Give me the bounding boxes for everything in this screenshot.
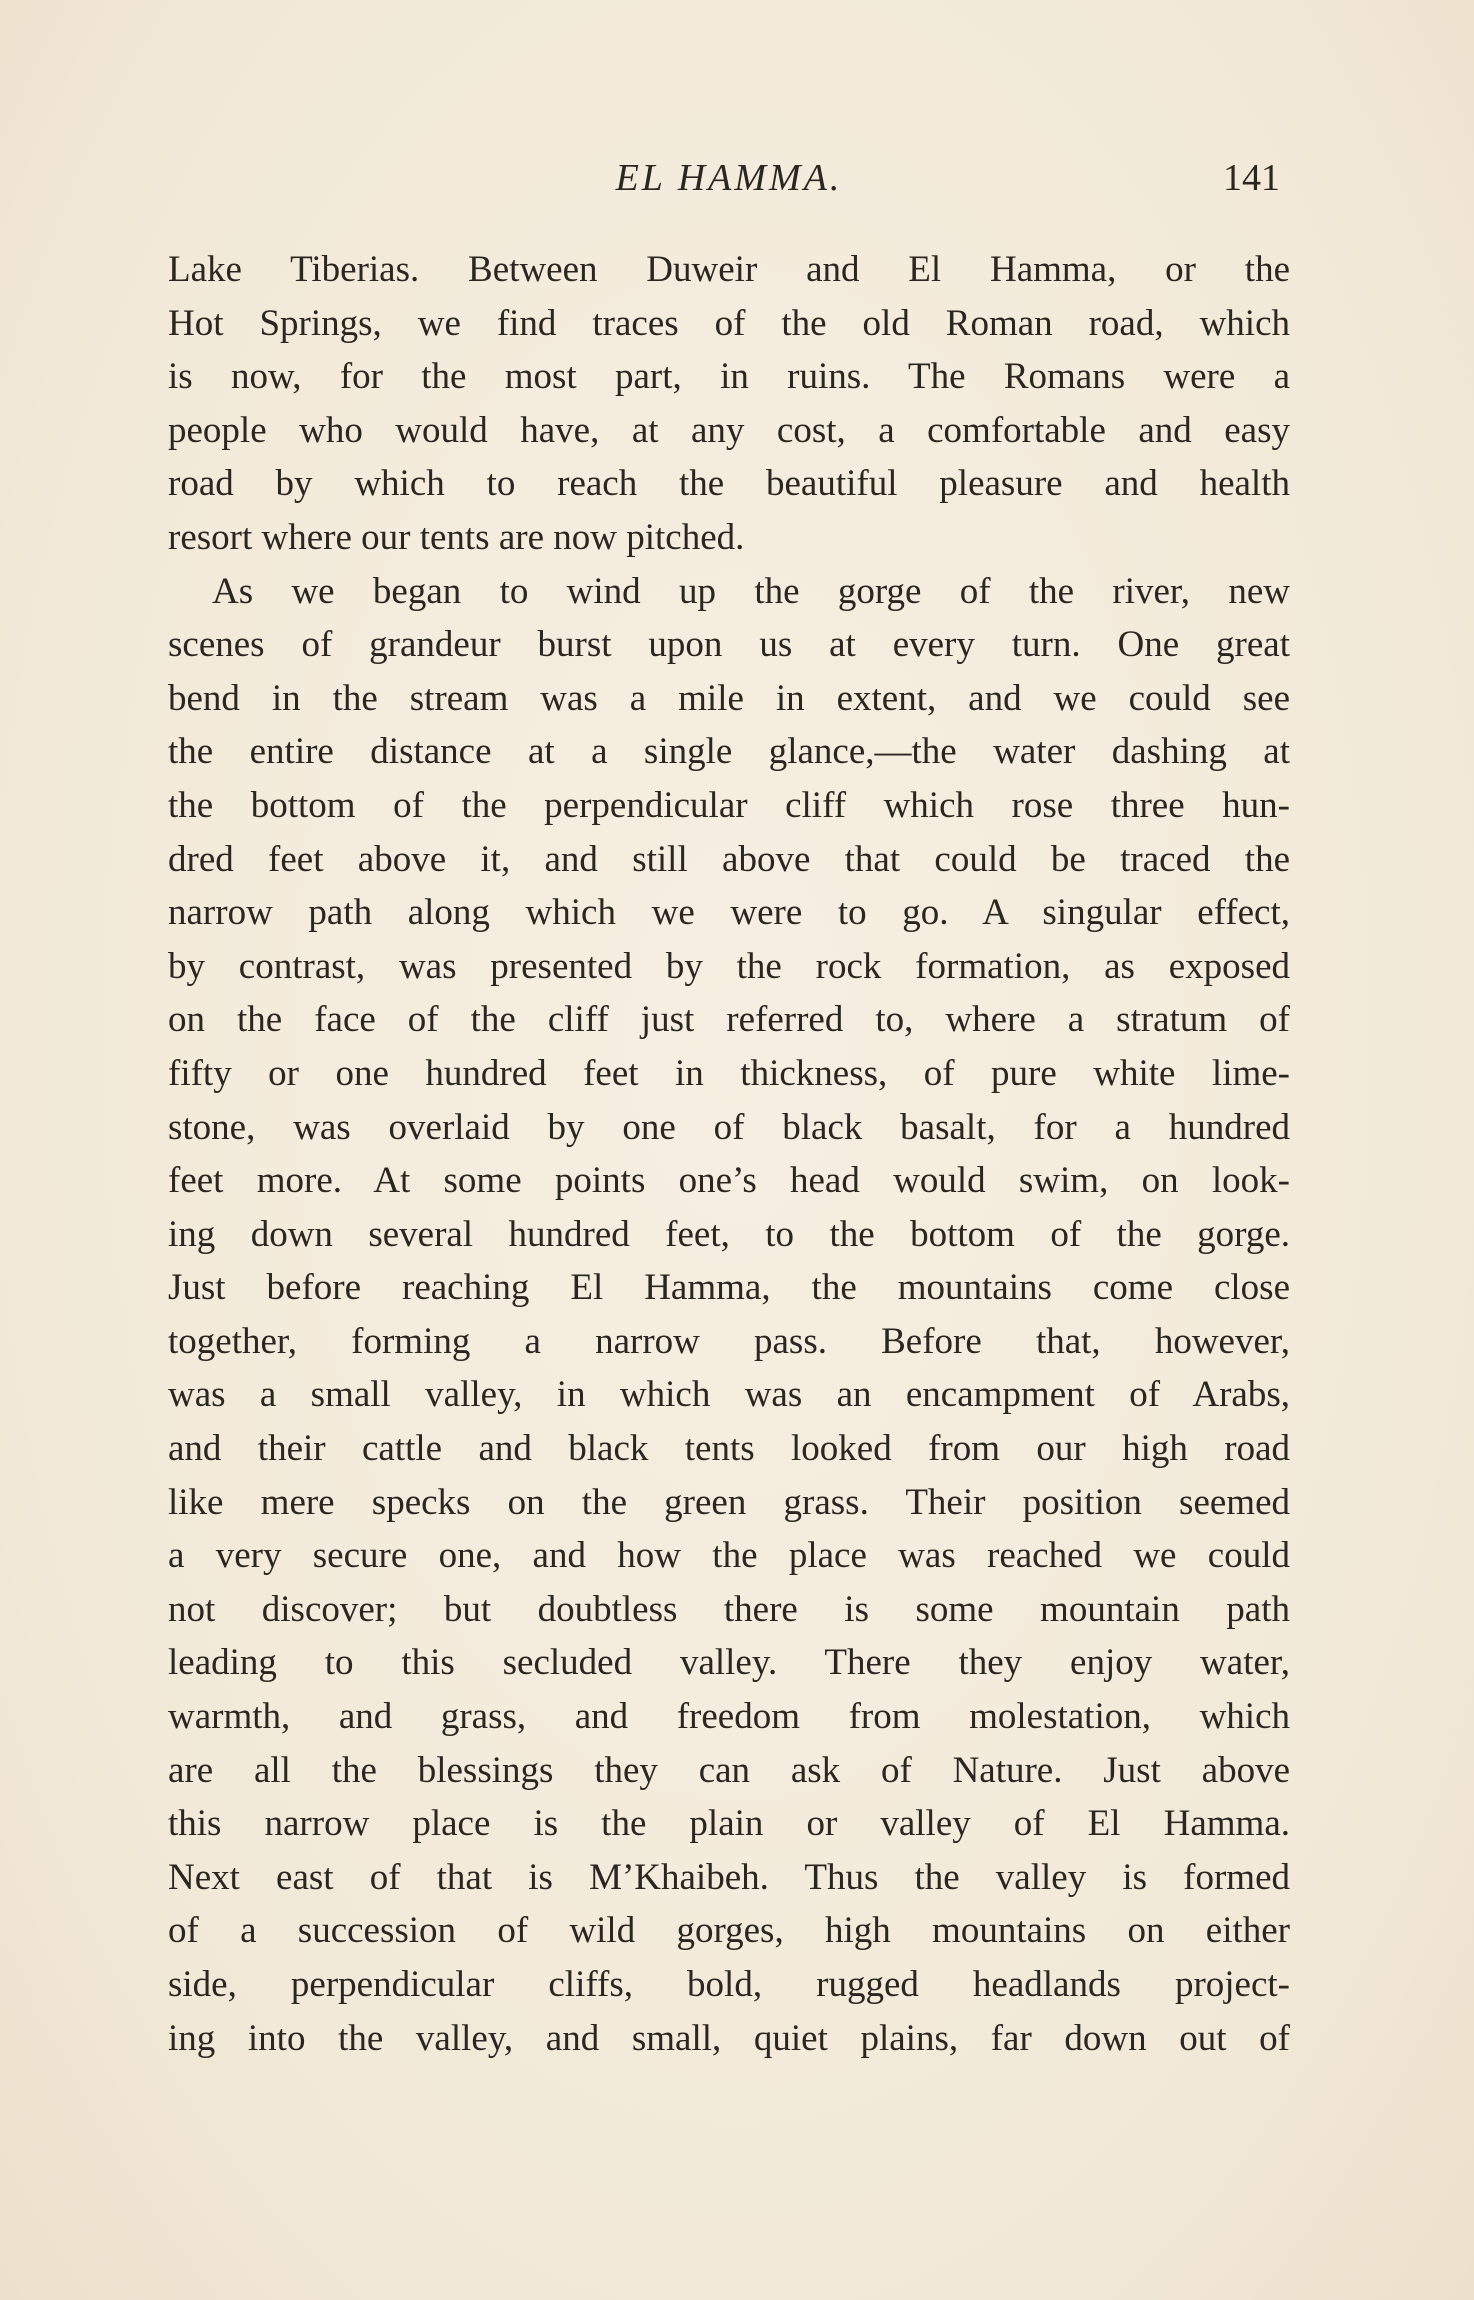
running-title: EL HAMMA. bbox=[615, 157, 843, 199]
text-line: fifty or one hundred feet in thickness, of pure white lime- bbox=[168, 1052, 1290, 1094]
text-line: this narrow place is the plain or valley of El Hamma. bbox=[168, 1803, 1290, 1845]
text-line: ing down several hundred feet, to the bottom of the gorge. bbox=[168, 1213, 1290, 1255]
text-line: As we began to wind up the gorge of the river, new bbox=[212, 570, 1290, 612]
text-line: road by which to reach the beautiful pleasure and health bbox=[168, 463, 1290, 505]
text-line: leading to this secluded valley. There they enjoy water, bbox=[168, 1642, 1290, 1684]
text-line: by contrast, was presented by the rock formation, as exposed bbox=[168, 945, 1290, 987]
text-line: Lake Tiberias. Between Duweir and El Hamma, or the bbox=[168, 249, 1290, 290]
text-line: Next east of that is M’Khaibeh. Thus the valley is formed bbox=[168, 1856, 1290, 1898]
text-line: is now, for the most part, in ruins. The Romans were a bbox=[168, 356, 1290, 398]
text-line: people who would have, at any cost, a comfortable and easy bbox=[168, 409, 1290, 451]
text-line: ing into the valley, and small, quiet plains, far down out of bbox=[168, 2017, 1290, 2059]
text-line: Hot Springs, we find traces of the old Roman road, which bbox=[168, 302, 1290, 344]
text-line: bend in the stream was a mile in extent, and we could see bbox=[168, 677, 1290, 719]
text-line: warmth, and grass, and freedom from molestation, which bbox=[168, 1696, 1290, 1738]
body-text bbox=[168, 243, 1290, 2065]
text-line: narrow path along which we were to go. A singular effect, bbox=[168, 892, 1290, 934]
text-line: on the face of the cliff just referred to, where a stratum of bbox=[168, 999, 1290, 1041]
text-line: was a small valley, in which was an encampment of Arabs, bbox=[168, 1374, 1290, 1416]
text-line: side, perpendicular cliffs, bold, rugged headlands project- bbox=[168, 1964, 1290, 2005]
text-line: feet more. At some points one’s head would swim, on look- bbox=[168, 1160, 1290, 1202]
text-line: the entire distance at a single glance,—the water dashing at bbox=[168, 731, 1290, 773]
text-line: and their cattle and black tents looked from our high road bbox=[168, 1428, 1290, 1470]
text-line: together, forming a narrow pass. Before that, however, bbox=[168, 1320, 1290, 1362]
text-line: stone, was overlaid by one of black basalt, for a hundred bbox=[168, 1106, 1290, 1148]
text-line: like mere specks on the green grass. Their position seemed bbox=[168, 1481, 1290, 1523]
page-header bbox=[168, 148, 1290, 208]
page-number: 141 bbox=[1223, 157, 1280, 199]
text-line: not discover; but doubtless there is some mountain path bbox=[168, 1588, 1290, 1630]
text-line: the bottom of the perpendicular cliff which rose three hun- bbox=[168, 784, 1290, 826]
text-line: a very secure one, and how the place was reached we could bbox=[168, 1535, 1290, 1577]
text-line: Just before reaching El Hamma, the mountains come close bbox=[168, 1267, 1290, 1309]
text-line: are all the blessings they can ask of Nature. Just above bbox=[168, 1749, 1290, 1791]
text-line: of a succession of wild gorges, high mountains on either bbox=[168, 1910, 1290, 1952]
text-line: scenes of grandeur burst upon us at every turn. One great bbox=[168, 624, 1290, 666]
text-line: dred feet above it, and still above that could be traced the bbox=[168, 838, 1290, 880]
text-line: resort where our tents are now pitched. bbox=[168, 516, 745, 558]
